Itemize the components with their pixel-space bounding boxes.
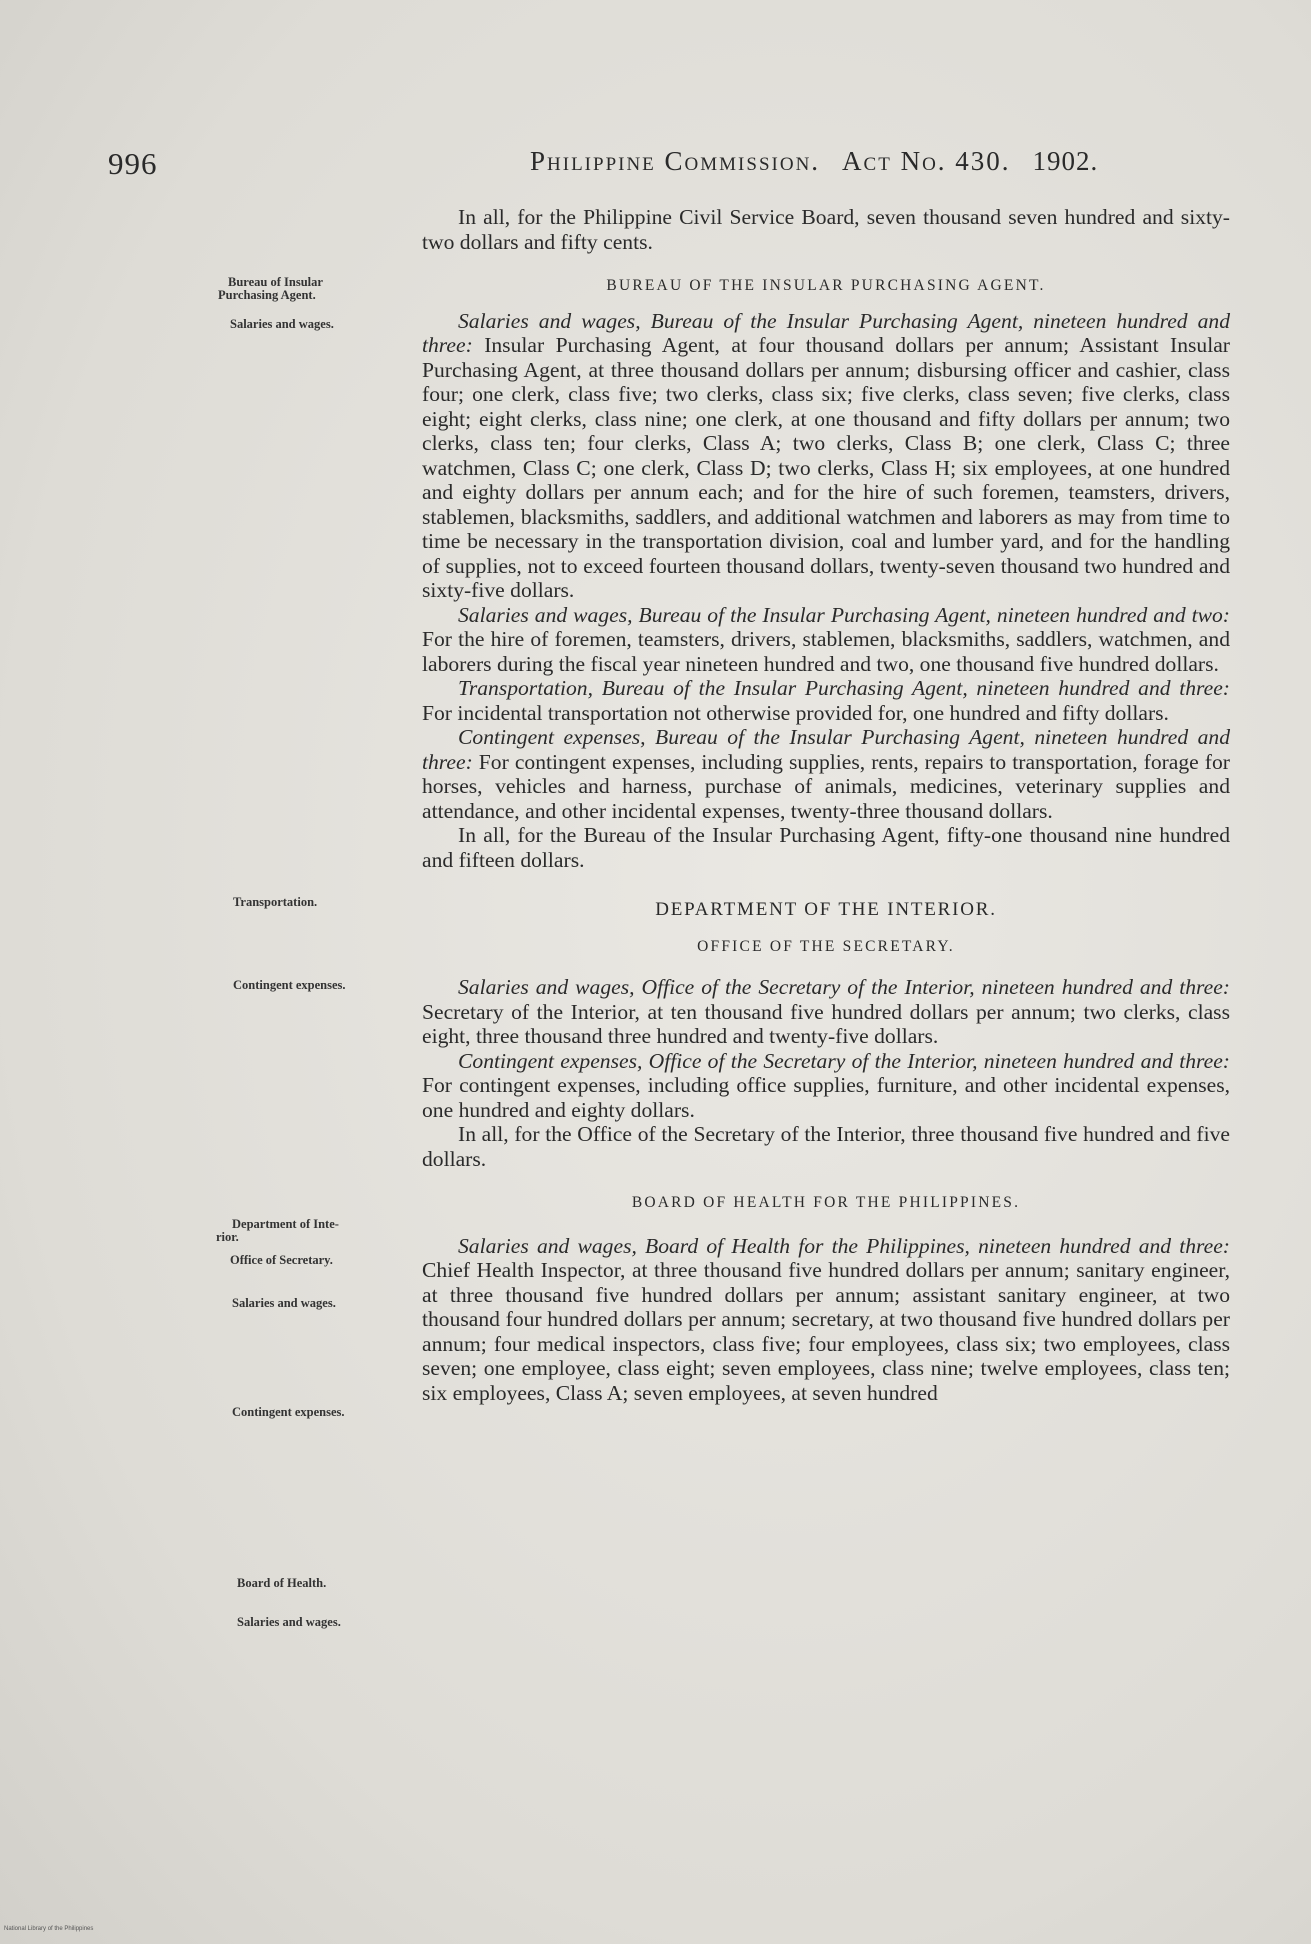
section-heading: BUREAU OF THE INSULAR PURCHASING AGENT. — [606, 277, 1046, 294]
subsection-heading: OFFICE OF THE SECRETARY. — [697, 937, 955, 955]
paragraph — [422, 975, 1230, 1049]
margin-note-bureau — [218, 276, 323, 302]
margin-note-contingent: Contingent expenses. — [233, 978, 346, 992]
paragraph-italic: Transportation, Bureau of the Insular Purchasing Agent, nineteen hundred and three: — [458, 676, 1230, 700]
paragraph-text: For the hire of foremen, teamsters, drivers, stablemen, blacksmiths, saddlers, watchmen, and laborers during the fiscal year nineteen hundred and two, one thousand five hundred dollars. — [422, 627, 1230, 676]
paragraph-italic: Salaries and wages, Bureau of the Insular Purchasing Agent, nineteen hundred and two: — [458, 602, 1230, 627]
paragraph — [422, 603, 1230, 677]
margin-note-board-of-health: Board of Health. — [237, 1576, 327, 1590]
running-header-year: 1902. — [1032, 146, 1099, 176]
margin-note-department — [216, 1218, 339, 1244]
margin-note-transportation: Transportation. — [233, 895, 318, 909]
paragraph: In all, for the Office of the Secretary of the Interior, three thousand five hundred and five dollars. — [422, 1122, 1230, 1171]
margin-note-line: rior. — [216, 1230, 239, 1244]
page-number: 996 — [108, 146, 158, 181]
paragraph: In all, for the Bureau of the Insular Purchasing Agent, fifty-one thousand nine hundred and fifteen dollars. — [422, 823, 1230, 872]
margin-note-office: Office of Secretary. — [230, 1253, 333, 1267]
margin-note-line: Bureau of Insular — [228, 275, 323, 289]
paragraph — [422, 309, 1230, 603]
paragraph-text: For incidental transportation not otherwise provided for, one hundred and fifty dollars. — [422, 700, 1169, 725]
section-heading: DEPARTMENT OF THE INTERIOR. — [655, 899, 997, 920]
paragraph: In all, for the Philippine Civil Service Board, seven thousand seven hundred and sixty-two dollars and fifty cents. — [422, 205, 1230, 254]
paragraph — [422, 676, 1230, 725]
paragraph-italic: Salaries and wages, Office of the Secretary of the Interior, nineteen hundred and three: — [458, 975, 1230, 999]
margin-note-salaries: Salaries and wages. — [237, 1615, 341, 1629]
paragraph — [422, 1049, 1230, 1123]
running-header-act: Act No. 430. — [842, 146, 1011, 176]
margin-note-contingent: Contingent expenses. — [232, 1405, 345, 1419]
margin-note-line: Department of Inte- — [232, 1217, 339, 1231]
section-heading: BOARD OF HEALTH FOR THE PHILIPPINES. — [631, 1194, 1021, 1211]
paragraph-italic: Contingent expenses, Bureau of the Insular Purchasing Agent, nineteen hundred and three: — [422, 725, 1230, 774]
running-header-commission: Philippine Commission. — [530, 146, 821, 176]
margin-note-line: Purchasing Agent. — [218, 288, 316, 302]
paragraph-text: Secretary of the Interior, at ten thousand five hundred dollars per annum; two clerks, class eight, three thousand three hundred and twenty-five dollars. — [422, 999, 1230, 1048]
margin-note-salaries: Salaries and wages. — [230, 317, 334, 331]
paragraph-italic: Salaries and wages, Bureau of the Insular Purchasing Agent, nineteen hundred and three: — [422, 308, 1230, 357]
paragraph-text: For contingent expenses, including supplies, rents, repairs to transportation, forage for horses, vehicles and harness, purchase of animals, medicines, veterinary supplies and attendance, and other incidental expenses, twenty-three thousand dollars. — [422, 749, 1230, 823]
margin-note-salaries: Salaries and wages. — [232, 1296, 336, 1310]
paragraph-italic: Salaries and wages, Board of Health for the Philippines, nineteen hundred and three: — [458, 1233, 1230, 1258]
paragraph-text: Insular Purchasing Agent, at four thousand dollars per annum; Assistant Insular Purchasing Agent, at three thousand dollars per annum; disbursing officer and cashier, class four; one clerk, class five; two clerks, class six; five clerks, class seven; five clerks, class eight; eight clerks, class nine; one clerk, at one thousand and fifty dollars per annum; two clerks, class ten; four clerks, Class A; two clerks, Class B; one clerk, Class C; three watchmen, Class C; one clerk, Class D; two clerks, Class H; six employees, at one hundred and eighty dollars per annum each; and for the hire of such foremen, teamsters, drivers, stablemen, blacksmiths, saddlers, and additional watchmen and laborers as may from time to time be necessary in the transportation division, coal and lumber yard, and for the handling of supplies, not to exceed fourteen thousand dollars, twenty-seven thousand two hundred and sixty-five dollars. — [422, 333, 1230, 602]
running-header — [530, 146, 1098, 177]
paragraph-text: For contingent expenses, including office supplies, furniture, and other incidental expenses, one hundred and eighty dollars. — [422, 1073, 1230, 1122]
paragraph — [422, 1234, 1230, 1406]
paragraph — [422, 725, 1230, 823]
paragraph-text: Chief Health Inspector, at three thousand five hundred dollars per annum; sanitary engineer, at three thousand five hundred dollars per annum; assistant sanitary engineer, at two thousand four hundred dollars per annum; secretary, at two thousand five hundred dollars per annum; four medical inspectors, class five; four employees, class six; two employees, class seven; one employee, class eight; seven employees, class nine; twelve employees, class ten; six employees, Class A; seven employees, at seven hundred — [422, 1258, 1230, 1405]
paragraph-italic: Contingent expenses, Office of the Secretary of the Interior, nineteen hundred and three: — [458, 1048, 1230, 1073]
footer-credit: National Library of the Philippines — [4, 1926, 94, 1932]
body-text — [422, 205, 1230, 1405]
